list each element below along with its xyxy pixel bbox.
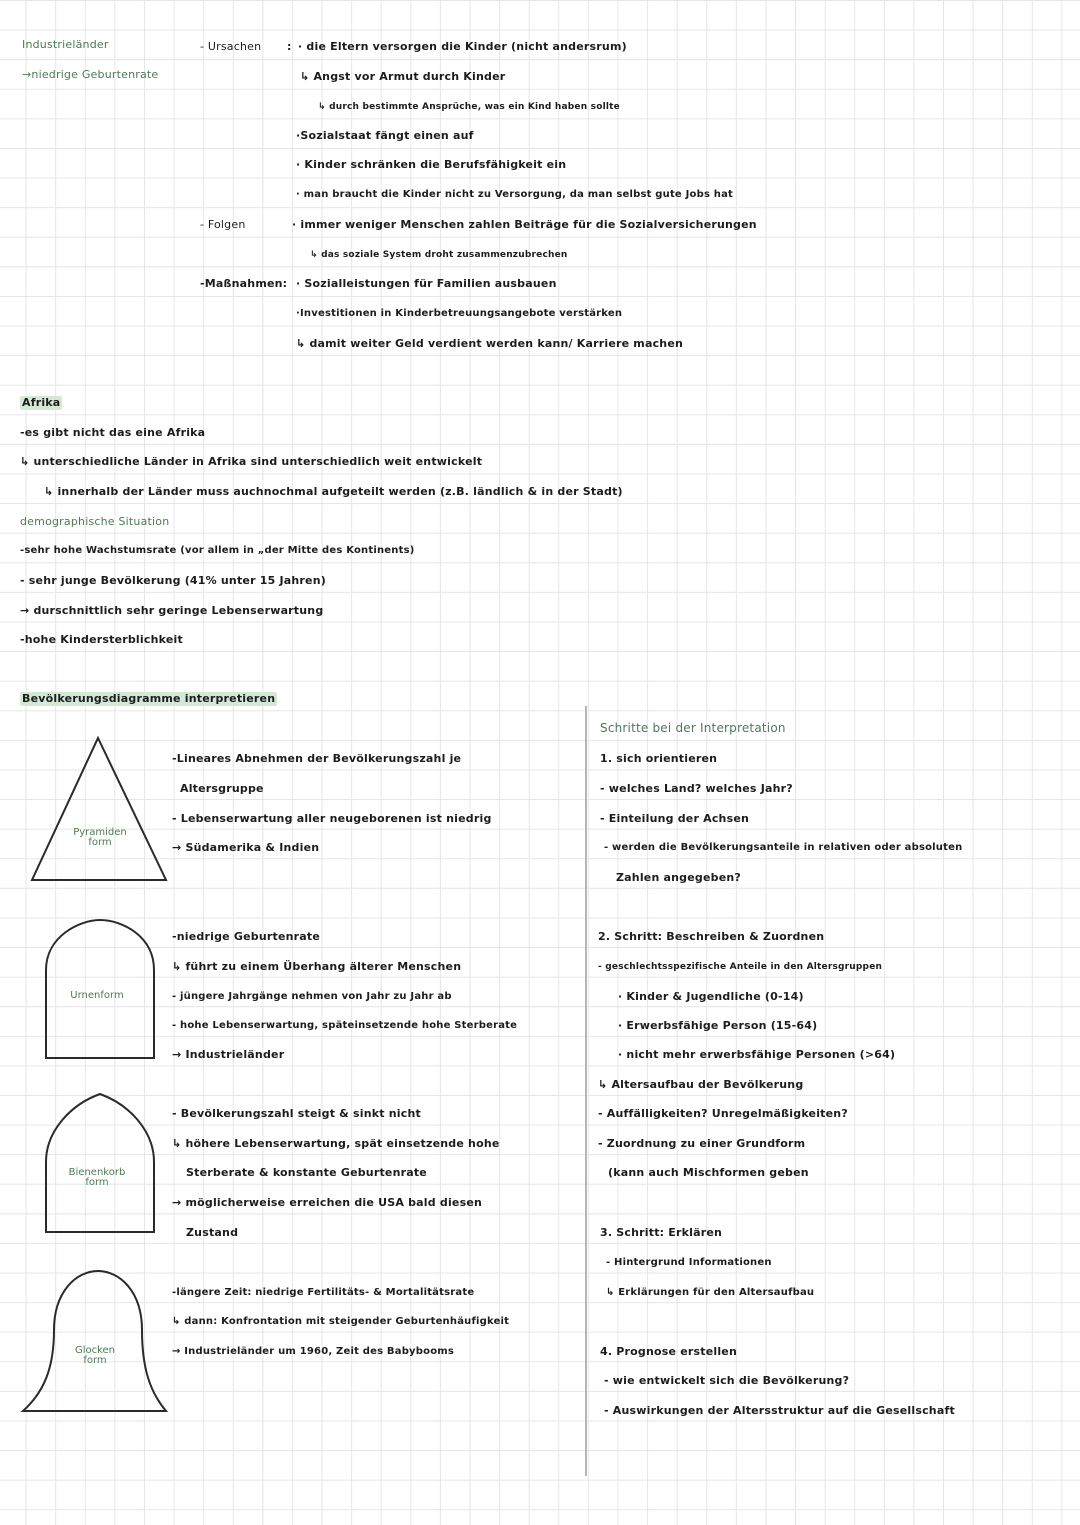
- massnahmen-line-3: ↳ damit weiter Geld verdient werden kann/ Karriere machen: [296, 337, 684, 350]
- ursachen-colon: :: [287, 40, 292, 53]
- step2-line-8: (kann auch Mischformen geben: [608, 1166, 809, 1179]
- folgen-label: - Folgen: [200, 218, 246, 231]
- step2-line-1: - geschlechtsspezifische Anteile in den Altersgruppen: [598, 962, 883, 972]
- folgen-line-1: · immer weniger Menschen zahlen Beiträge für die Sozialversicherungen: [292, 218, 757, 231]
- step4-line-2: - Auswirkungen der Altersstruktur auf die Gesellschaft: [604, 1404, 955, 1417]
- beehive-label-1: Bienenkorb: [68, 1167, 126, 1178]
- steps-title: Schritte bei der Interpretation: [600, 721, 786, 735]
- pyramid-line-2: Altersgruppe: [180, 782, 264, 795]
- step1-line-1: - welches Land? welches Jahr?: [600, 782, 793, 795]
- step3-title: 3. Schritt: Erklären: [600, 1226, 723, 1239]
- step2-line-4: · nicht mehr erwerbsfähige Personen (>64): [618, 1048, 896, 1061]
- demo-line-3: → durschnittlich sehr geringe Lebenserwartung: [20, 604, 324, 617]
- folgen-line-2: ↳ das soziale System droht zusammenzubrechen: [310, 250, 568, 260]
- step2-line-6: - Auffälligkeiten? Unregelmäßigkeiten?: [598, 1107, 848, 1120]
- pyramid-line-3: - Lebenserwartung aller neugeborenen ist niedrig: [172, 812, 492, 825]
- ursachen-label: - Ursachen: [200, 40, 262, 53]
- ursache-line-2: ↳ Angst vor Armut durch Kinder: [300, 70, 506, 83]
- bell-line-3: → Industrieländer um 1960, Zeit des Babybooms: [172, 1346, 455, 1357]
- urn-line-1: -niedrige Geburtenrate: [172, 930, 320, 943]
- step2-line-5: ↳ Altersaufbau der Bevölkerung: [598, 1078, 804, 1091]
- africa-title: Afrika: [22, 396, 61, 409]
- beehive-label-2: form: [85, 1177, 109, 1188]
- step2-line-2: · Kinder & Jugendliche (0-14): [618, 990, 804, 1003]
- demo-title: demographische Situation: [20, 515, 170, 528]
- ursache-line-4: ·Sozialstaat fängt einen auf: [296, 129, 474, 142]
- beehive-line-1: - Bevölkerungszahl steigt & sinkt nicht: [172, 1107, 421, 1120]
- bell-label: [55, 1346, 135, 1366]
- column-divider: [585, 706, 587, 1476]
- beehive-shape-icon: [42, 1092, 162, 1236]
- industry-title: Industrieländer: [22, 38, 109, 51]
- ursache-line-1: · die Eltern versorgen die Kinder (nicht andersrum): [298, 40, 627, 53]
- step2-line-7: - Zuordnung zu einer Grundform: [598, 1137, 806, 1150]
- urn-line-2: ↳ führt zu einem Überhang älterer Menschen: [172, 960, 462, 973]
- bell-shape-icon: [20, 1268, 170, 1414]
- africa-line-3: ↳ innerhalb der Länder muss auchnochmal aufgeteilt werden (z.B. ländlich & in der Stadt): [44, 485, 623, 498]
- massnahmen-label: -Maßnahmen:: [200, 277, 288, 290]
- step4-title: 4. Prognose erstellen: [600, 1345, 737, 1358]
- urn-label-1: Urnenform: [70, 990, 124, 1001]
- africa-line-1: -es gibt nicht das eine Afrika: [20, 426, 206, 439]
- step3-line-1: - Hintergrund Informationen: [606, 1257, 772, 1268]
- pyramid-line-4: → Südamerika & Indien: [172, 841, 320, 854]
- beehive-label: [57, 1168, 137, 1188]
- beehive-line-2: ↳ höhere Lebenserwartung, spät einsetzende hohe: [172, 1137, 500, 1150]
- urn-line-4: - hohe Lebenserwartung, späteinsetzende hohe Sterberate: [172, 1020, 518, 1031]
- demo-line-4: -hohe Kindersterblichkeit: [20, 633, 183, 646]
- pyramid-label: [60, 828, 140, 848]
- step2-title: 2. Schritt: Beschreiben & Zuordnen: [598, 930, 825, 943]
- massnahmen-line-1: · Sozialleistungen für Familien ausbauen: [296, 277, 557, 290]
- industry-subtitle: →niedrige Geburtenrate: [22, 68, 159, 81]
- urn-label: [57, 991, 137, 1001]
- step1-line-2: - Einteilung der Achsen: [600, 812, 750, 825]
- step3-line-2: ↳ Erklärungen für den Altersaufbau: [606, 1287, 815, 1298]
- demo-line-1: -sehr hohe Wachstumsrate (vor allem in „der Mitte des Kontinents): [20, 545, 415, 556]
- africa-line-2: ↳ unterschiedliche Länder in Afrika sind unterschiedlich weit entwickelt: [20, 455, 483, 468]
- step1-line-4: Zahlen angegeben?: [616, 871, 741, 884]
- bell-line-2: ↳ dann: Konfrontation mit steigender Geburtenhäufigkeit: [172, 1316, 510, 1327]
- bell-line-1: -längere Zeit: niedrige Fertilitäts- & Mortalitätsrate: [172, 1287, 475, 1298]
- pyramid-line-1: -Lineares Abnehmen der Bevölkerungszahl je: [172, 752, 462, 765]
- urn-line-5: → Industrieländer: [172, 1048, 285, 1061]
- massnahmen-line-2: ·Investitionen in Kinderbetreuungsangebote verstärken: [296, 308, 623, 319]
- pyramid-label-2: form: [88, 837, 112, 848]
- demo-line-2: - sehr junge Bevölkerung (41% unter 15 Jahren): [20, 574, 326, 587]
- urn-line-3: - jüngere Jahrgänge nehmen von Jahr zu Jahr ab: [172, 991, 452, 1002]
- diagrams-title: Bevölkerungsdiagramme interpretieren: [22, 692, 276, 705]
- pyramid-label-1: Pyramiden: [73, 827, 127, 838]
- pyramid-shape-icon: [30, 734, 170, 884]
- beehive-line-4: → möglicherweise erreichen die USA bald diesen: [172, 1196, 483, 1209]
- step1-line-3: - werden die Bevölkerungsanteile in relativen oder absoluten: [604, 842, 963, 853]
- beehive-line-5: Zustand: [186, 1226, 239, 1239]
- ursache-line-5: · Kinder schränken die Berufsfähigkeit ein: [296, 158, 567, 171]
- bell-label-1: Glocken: [74, 1345, 116, 1356]
- ursache-line-3: ↳ durch bestimmte Ansprüche, was ein Kind haben sollte: [318, 102, 620, 112]
- beehive-line-3: Sterberate & konstante Geburtenrate: [186, 1166, 427, 1179]
- bell-label-2: form: [83, 1355, 107, 1366]
- step1-title: 1. sich orientieren: [600, 752, 718, 765]
- step4-line-1: - wie entwickelt sich die Bevölkerung?: [604, 1374, 850, 1387]
- ursache-line-6: · man braucht die Kinder nicht zu Versorgung, da man selbst gute Jobs hat: [296, 189, 734, 200]
- step2-line-3: · Erwerbsfähige Person (15-64): [618, 1019, 818, 1032]
